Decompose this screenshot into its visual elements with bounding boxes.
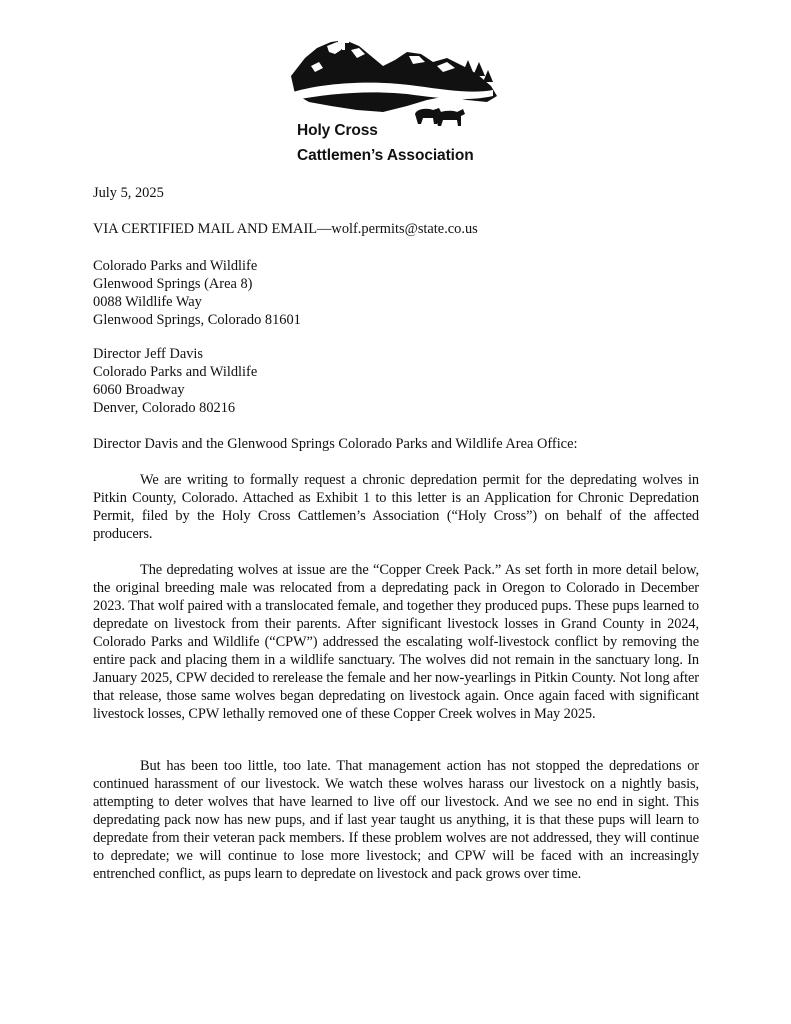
- address-line: Colorado Parks and Wildlife: [93, 364, 258, 380]
- mountain-logo-icon: [287, 36, 501, 126]
- letter-date: July 5, 2025: [93, 185, 164, 201]
- org-name-line1: Holy Cross: [297, 122, 378, 139]
- delivery-method: VIA CERTIFIED MAIL AND EMAIL—wolf.permits@state.co.us: [93, 221, 478, 237]
- letterhead-logo: [287, 36, 501, 168]
- recipient-address-1: [93, 257, 301, 329]
- address-line: Glenwood Springs (Area 8): [93, 276, 253, 292]
- address-line: Director Jeff Davis: [93, 346, 204, 362]
- address-line: 0088 Wildlife Way: [93, 294, 202, 310]
- address-line: Glenwood Springs, Colorado 81601: [93, 312, 301, 328]
- address-line: 6060 Broadway: [93, 382, 185, 398]
- org-name-line2: Cattlemen’s Association: [297, 147, 474, 164]
- body-paragraph-1: We are writing to formally request a chronic depredation permit for the depredating wolves in Pitkin County, Colorado. Attached as Exhibit 1 to this letter is an Application for Chronic Depredation Permit, filed by the Holy Cross Cattlemen’s Association (“Holy Cross”) on behalf of the affected producers.: [93, 472, 699, 542]
- body-paragraph-2: The depredating wolves at issue are the “Copper Creek Pack.” As set forth in more detail below, the original breeding male was relocated from a depredating pack in Oregon to Colorado in December 2023. That wolf paired with a translocated female, and together they produced pups. These pups learned to depredate on livestock from their parents. After significant livestock losses in Grand County in 2024, Colorado Parks and Wildlife (“CPW”) addressed the escalating wolf-livestock conflict by removing the entire pack and placing them in a wildlife sanctuary. The wolves did not remain in the sanctuary long. In January 2025, CPW decided to rerelease the female and her now-yearlings in Pitkin County. Not long after that release, those same wolves began depredating on livestock again. Once again faced with significant livestock losses, CPW lethally removed one of these Copper Creek wolves in May 2025.: [93, 562, 699, 722]
- address-line: Colorado Parks and Wildlife: [93, 258, 258, 274]
- body-paragraph-3: But has been too little, too late. That management action has not stopped the depredations or continued harassment of our livestock. We watch these wolves harass our livestock on a nightly basis, attempting to deter wolves that have learned to live off our livestock. And we see no end in sight. This depredating pack now has new pups, and if last year taught us anything, it is that these pups will learn to depredate from their veteran pack members. If these problem wolves are not addressed, they will continue to depredate; we will continue to lose more livestock; and CPW will be faced with an increasingly entrenched conflict, as pups learn to depredate on livestock and pack grows over time.: [93, 758, 699, 882]
- address-line: Denver, Colorado 80216: [93, 400, 236, 416]
- recipient-address-2: [93, 345, 257, 417]
- salutation: Director Davis and the Glenwood Springs Colorado Parks and Wildlife Area Office:: [93, 436, 578, 452]
